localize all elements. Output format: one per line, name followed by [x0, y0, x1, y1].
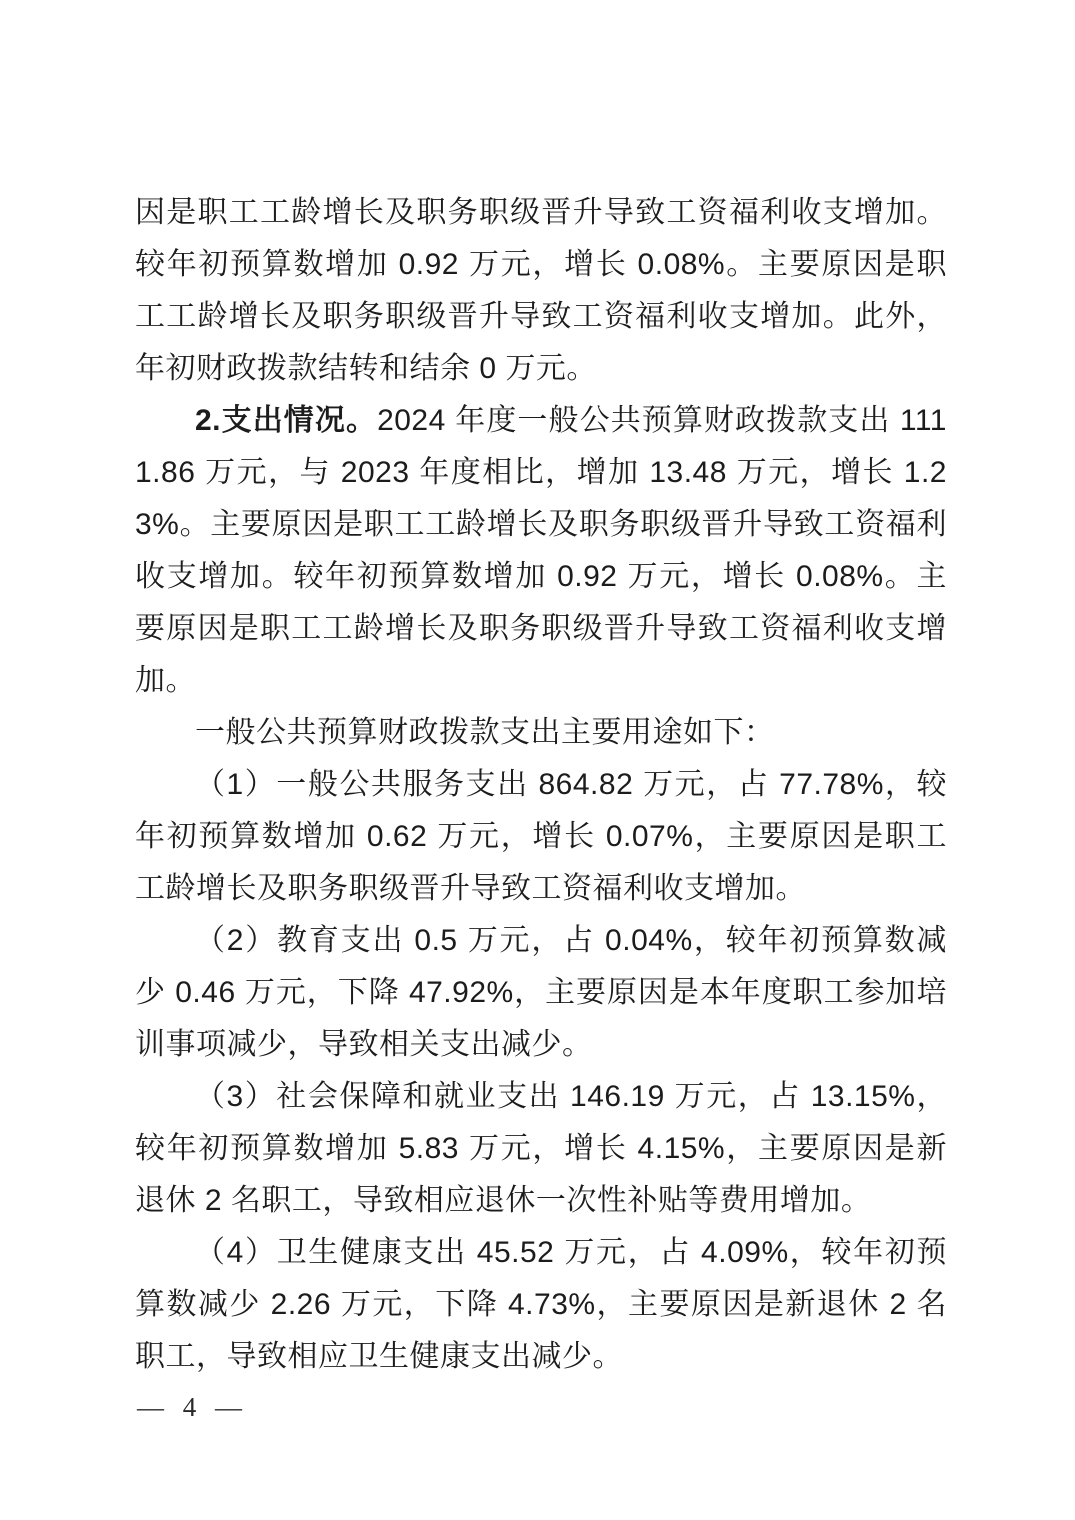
paragraph: （1）一般公共服务支出 864.82 万元，占 77.78%，较年初预算数增加 0.62 万元，增长 0.07%，主要原因是职工工龄增长及职务职级晋升导致工资福利收支增加。	[135, 768, 947, 905]
paragraph: （4）卫生健康支出 45.52 万元，占 4.09%，较年初预算数减少 2.26 万元，下降 4.73%，主要原因是新退休 2 名职工，导致相应卫生健康支出减少。	[135, 1236, 947, 1373]
page-number: — 4 —	[137, 1392, 248, 1422]
document-body	[135, 187, 947, 1383]
paragraph: （2）教育支出 0.5 万元，占 0.04%，较年初预算数减少 0.46 万元，下降 47.92%，主要原因是本年度职工参加培训事项减少，导致相关支出减少。	[135, 924, 947, 1061]
paragraph: （3）社会保障和就业支出 146.19 万元，占 13.15%，较年初预算数增加 5.83 万元，增长 4.15%，主要原因是新退休 2 名职工，导致相应退休一次性补贴等费用增加。	[135, 1080, 947, 1217]
paragraph: 因是职工工龄增长及职务职级晋升导致工资福利收支增加。较年初预算数增加 0.92 万元，增长 0.08%。主要原因是职工工龄增长及职务职级晋升导致工资福利收支增加。此外，年初财政拨款结转和结余 0 万元。	[135, 196, 947, 385]
paragraph: 一般公共预算财政拨款支出主要用途如下：	[195, 716, 775, 749]
paragraph-lead-bold: 2.支出情况。	[195, 404, 378, 437]
paragraph: 2.支出情况。2024 年度一般公共预算财政拨款支出 1111.86 万元，与 2023 年度相比，增加 13.48 万元，增长 1.23%。主要原因是职工工龄增长及职务职级晋升导致工资福利收支增加。较年初预算数增加 0.92 万元，增长 0.08%。主要原因是职工工龄增长及职务职级晋升导致工资福利收支增加。	[135, 404, 947, 697]
